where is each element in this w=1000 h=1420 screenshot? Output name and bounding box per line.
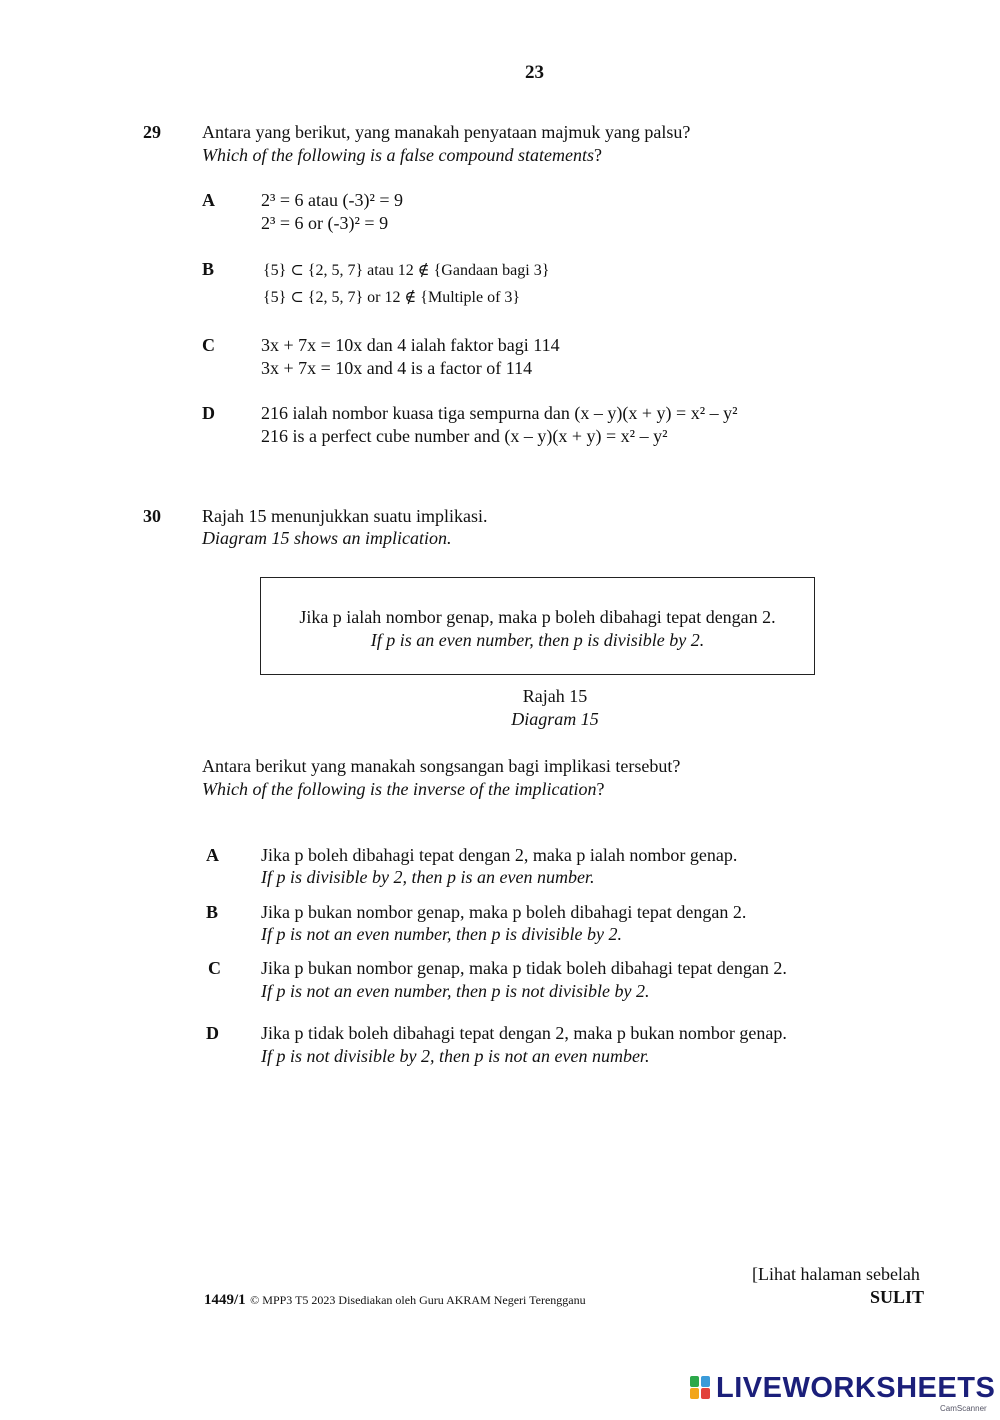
q30-option-d-en: If p is not divisible by 2, then p is not an even number.	[261, 1046, 650, 1066]
q30-option-a-letter[interactable]: A	[206, 845, 219, 865]
footer-left	[204, 1287, 586, 1312]
q29-option-c-letter[interactable]: C	[202, 335, 215, 355]
q29-option-b-en: {5} ⊂ {2, 5, 7} or 12 ∉ {Multiple of 3}	[263, 289, 521, 306]
q29-option-b-letter[interactable]: B	[202, 259, 215, 279]
q30-option-c-ms: Jika p bukan nombor genap, maka p tidak boleh dibahagi tepat dengan 2.	[261, 958, 787, 978]
q29-stem-en-end: ?	[593, 145, 602, 165]
diagram-caption-en: Diagram 15	[511, 709, 599, 729]
q30-option-b-letter[interactable]: B	[206, 902, 219, 922]
footer-classification: SULIT	[870, 1287, 925, 1307]
camscanner-mark: CamScanner	[940, 1404, 987, 1413]
q29-option-c-en: 3x + 7x = 10x and 4 is a factor of 114	[261, 358, 533, 378]
q30-number: 30	[143, 506, 161, 526]
footer-next-page: [Lihat halaman sebelah	[752, 1264, 920, 1284]
q30-option-d-ms: Jika p tidak boleh dibahagi tepat dengan 2, maka p bukan nombor genap.	[261, 1023, 787, 1043]
diagram-caption-ms: Rajah 15	[522, 686, 588, 706]
q29-stem-en-text: Which of the following is a false compound statements	[202, 145, 594, 165]
q29-option-d-en: 216 is a perfect cube number and (x – y)(x + y) = x² – y²	[261, 426, 668, 446]
q29-option-c-ms: 3x + 7x = 10x dan 4 ialah faktor bagi 114	[261, 335, 560, 355]
diagram-15-text-en: If p is an even number, then p is divisible by 2.	[370, 630, 705, 650]
liveworksheets-logo-icon	[690, 1374, 712, 1400]
q29-option-a-en: 2³ = 6 or (-3)² = 9	[261, 213, 389, 233]
q30-option-c-en: If p is not an even number, then p is not divisible by 2.	[261, 981, 650, 1001]
q30-option-d-letter[interactable]: D	[206, 1023, 219, 1043]
q29-option-a-ms: 2³ = 6 atau (-3)² = 9	[261, 190, 404, 210]
q29-option-d-letter[interactable]: D	[202, 403, 215, 423]
q30-question-en-text: Which of the following is the inverse of the implication	[202, 779, 597, 799]
footer-code: 1449/1	[204, 1292, 246, 1308]
q29-option-a-letter[interactable]: A	[202, 190, 215, 210]
q30-option-a-en: If p is divisible by 2, then p is an even number.	[261, 867, 595, 887]
q30-option-b-ms: Jika p bukan nombor genap, maka p boleh dibahagi tepat dengan 2.	[261, 902, 747, 922]
page-number: 23	[525, 62, 544, 83]
q29-stem-en	[202, 144, 602, 167]
q29-option-d-ms: 216 ialah nombor kuasa tiga sempurna dan (x – y)(x + y) = x² – y²	[261, 403, 738, 423]
q30-question-en-end: ?	[596, 779, 605, 799]
q30-question-en	[202, 778, 604, 801]
q29-option-b-ms: {5} ⊂ {2, 5, 7} atau 12 ∉ {Gandaan bagi 3}	[263, 262, 550, 279]
q30-stem-ms: Rajah 15 menunjukkan suatu implikasi.	[202, 506, 488, 526]
q30-question-ms: Antara berikut yang manakah songsangan bagi implikasi tersebut?	[202, 756, 681, 776]
footer-copyright: © MPP3 T5 2023 Disediakan oleh Guru AKRAM Negeri Terengganu	[250, 1293, 586, 1307]
q30-option-b-en: If p is not an even number, then p is divisible by 2.	[261, 924, 622, 944]
q30-stem-en: Diagram 15 shows an implication.	[202, 528, 452, 548]
q29-stem-ms: Antara yang berikut, yang manakah penyataan majmuk yang palsu?	[202, 122, 691, 142]
q30-option-c-letter[interactable]: C	[208, 958, 221, 978]
liveworksheets-logo-text: LIVEWORKSHEETS	[716, 1372, 996, 1404]
q30-option-a-ms: Jika p boleh dibahagi tepat dengan 2, maka p ialah nombor genap.	[261, 845, 738, 865]
diagram-15-text-ms: Jika p ialah nombor genap, maka p boleh dibahagi tepat dengan 2.	[299, 607, 776, 627]
q29-number: 29	[143, 122, 161, 142]
